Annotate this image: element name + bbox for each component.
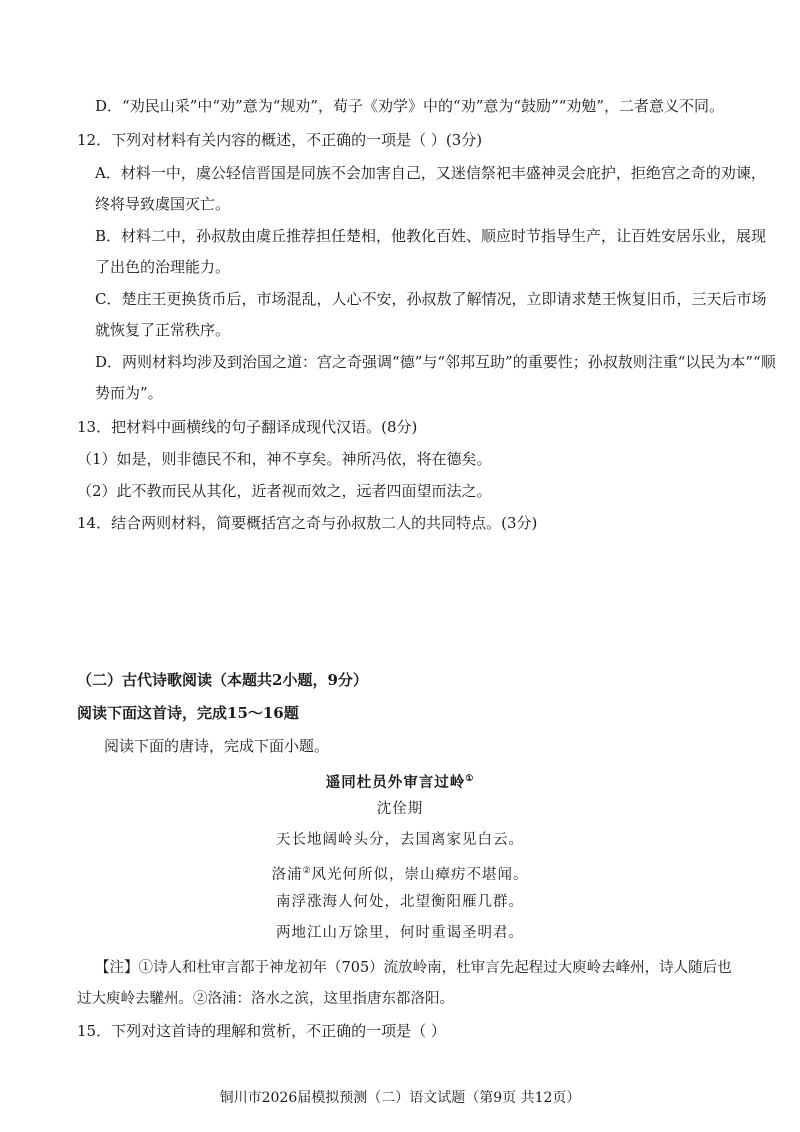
question-15-stem: 15．下列对这首诗的理解和赏析，不正确的一项是（ ） [77,1022,446,1040]
question-12-stem: 12．下列对材料有关内容的概述，不正确的一项是（ ）(3分) [77,131,483,149]
question-12-option-b-line-2: 了出色的治理能力。 [95,258,231,276]
question-13-item-2: （2）此不教而民从其化，近者视而效之，远者四面望而法之。 [77,482,492,500]
poem-title [0,769,800,793]
poem-line-2-end: 风光何所似，崇山瘴疠不堪闻。 [311,866,529,883]
question-13-stem: 13．把材料中画横线的句子翻译成现代汉语。(8分) [77,418,418,436]
question-12-option-d-line-1: D．两则材料均涉及到治国之道：宫之奇强调“德”与“邻邦互助”的重要性；孙叔敖则注重“以民为本”“顺 [95,353,776,371]
question-12-option-c-line-2: 就恢复了正常秩序。 [95,321,231,339]
question-12-option-d-line-2: 势而为”。 [95,384,163,402]
section-heading: （二）古代诗歌阅读（本题共2小题，9分） [77,671,368,689]
question-11-option-d: D．“劝民山采”中“劝”意为“规劝”，荀子《劝学》中的“劝”意为“鼓励”“劝勉”，二者意义不同。 [95,97,725,115]
question-13-item-1: （1）如是，则非德民不和，神不享矣。神所冯依，将在德矣。 [77,450,492,468]
question-12-option-b-line-1: B．材料二中，孙叔敖由虞丘推荐担任楚相，他教化百姓、顺应时节指导生产，让百姓安居乐业，展现 [95,227,767,245]
poem-note-line-2: 过大庾岭去驩州。②洛浦：洛水之滨，这里指唐东都洛阳。 [77,991,454,1007]
poem-line-2-note-mark: ② [302,866,312,876]
poem-line-1: 天长地阔岭头分，去国离家见白云。 [276,832,524,848]
poem-line-3: 南浮涨海人何处，北望衡阳雁几群。 [276,894,524,910]
question-12-option-c-line-1: C．楚庄王更换货币后，市场混乱，人心不安，孙叔敖了解情况，立即请求楚王恢复旧币，三天后市场 [95,290,767,308]
section-intro: 阅读下面的唐诗，完成下面小题。 [104,737,330,755]
poem-title-text: 遥同杜员外审言过岭 [325,773,466,791]
poem-title-note-mark: ① [465,774,475,784]
poem-author: 沈佺期 [376,801,424,817]
poem-line-2 [0,861,800,885]
poem-note-line-1: 【注】①诗人和杜审言都于神龙初年（705）流放岭南，杜审言先起程过大庾岭去峰州，诗人随后也 [95,960,732,976]
question-14-stem: 14．结合两则材料，简要概括宫之奇与孙叔敖二人的共同特点。(3分) [77,514,538,532]
poem-line-4: 两地江山万馀里，何时重谒圣明君。 [276,925,524,941]
section-instruction: 阅读下面这首诗，完成15～16题 [77,704,299,722]
poem-line-2-start: 洛浦 [271,866,303,883]
question-12-option-a-line-1: A．材料一中，虞公轻信晋国是同族不会加害自己，又迷信祭祀丰盛神灵会庇护，拒绝宫之奇的劝谏， [95,164,766,182]
page-footer: 铜川市2026届模拟预测（二）语文试题（第9页 共12页） [219,1090,581,1106]
question-12-option-a-line-2: 终将导致虞国灭亡。 [95,195,231,213]
